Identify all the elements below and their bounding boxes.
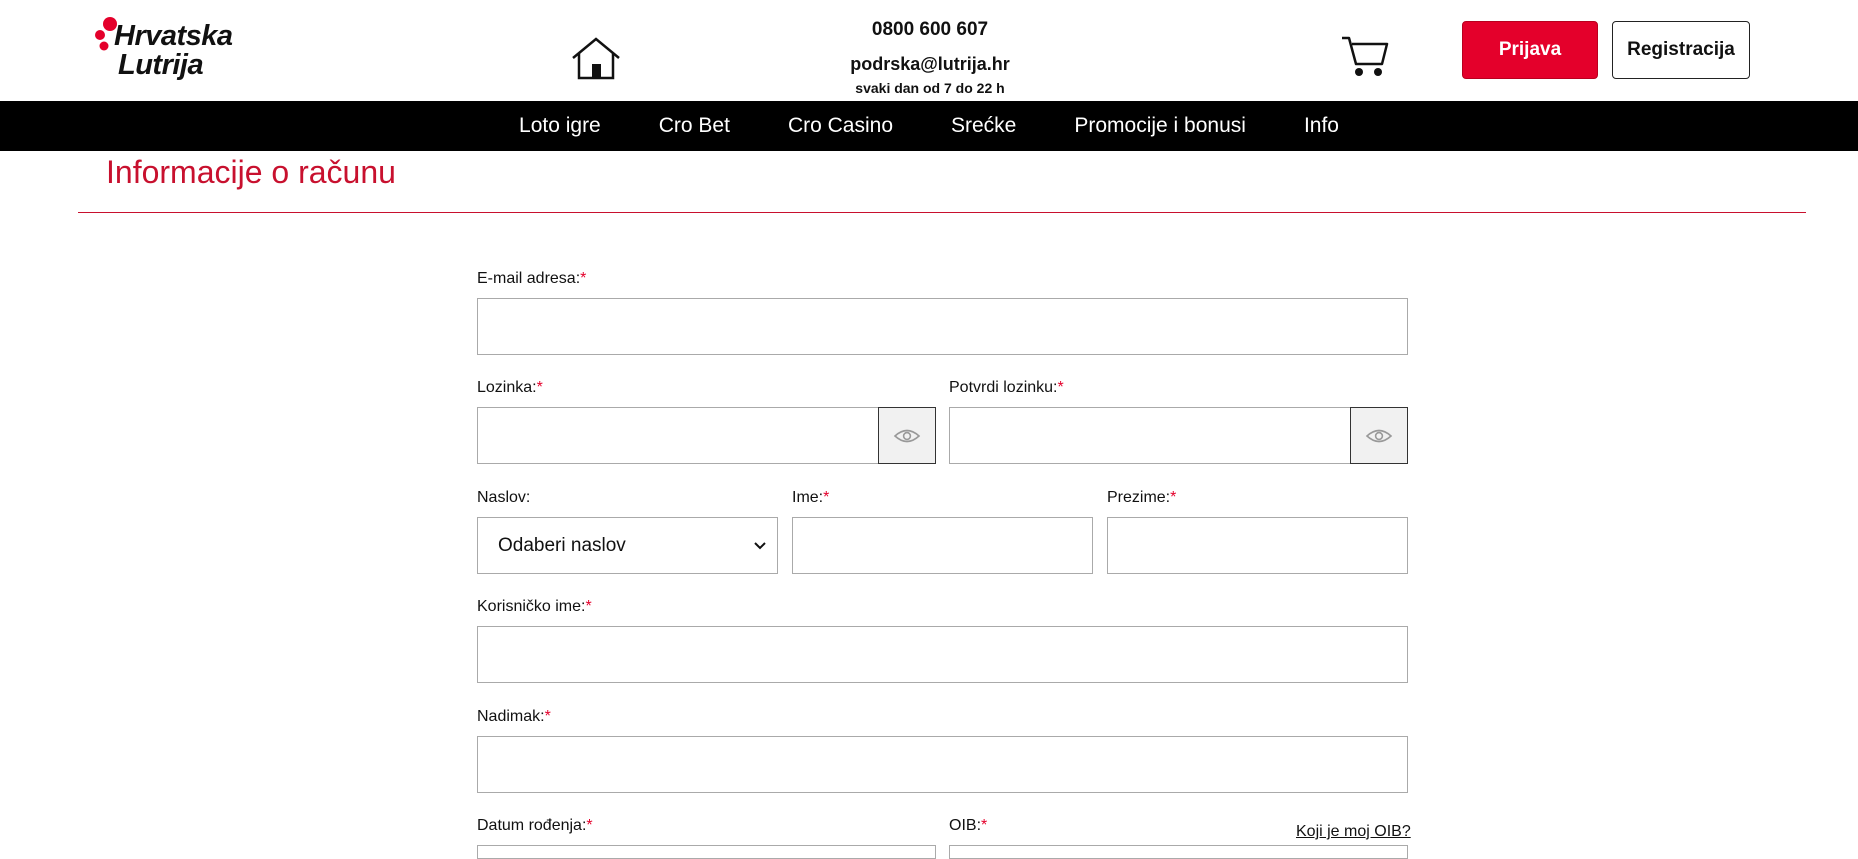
eye-icon bbox=[893, 427, 921, 445]
main-nav bbox=[0, 101, 1858, 151]
required-mark: * bbox=[536, 379, 543, 396]
last-name-label: Prezime:* bbox=[1107, 489, 1177, 506]
oib-help-link[interactable]: Koji je moj OIB? bbox=[1296, 823, 1411, 840]
title-select-value: Odaberi naslov bbox=[498, 534, 626, 556]
username-label: Korisničko ime:* bbox=[477, 598, 592, 615]
first-name-field[interactable] bbox=[792, 517, 1093, 574]
nav-item-loto-igre[interactable]: Loto igre bbox=[519, 114, 601, 137]
username-field[interactable] bbox=[477, 626, 1408, 683]
required-mark: * bbox=[580, 270, 587, 287]
nickname-field[interactable] bbox=[477, 736, 1408, 793]
cart-icon[interactable] bbox=[1340, 34, 1390, 78]
title-divider bbox=[78, 212, 1806, 213]
oib-label: OIB:* bbox=[949, 817, 988, 834]
first-name-label: Ime:* bbox=[792, 489, 830, 506]
nickname-label: Nadimak:* bbox=[477, 708, 551, 725]
contact-info bbox=[820, 18, 1040, 97]
last-name-field[interactable] bbox=[1107, 517, 1408, 574]
required-mark: * bbox=[586, 817, 593, 834]
confirm-password-label: Potvrdi lozinku:* bbox=[949, 379, 1064, 396]
required-mark: * bbox=[544, 708, 551, 725]
logo-line1: Hrvatska bbox=[114, 20, 233, 52]
nav-item-srecke[interactable]: Srećke bbox=[951, 114, 1017, 137]
show-password-button[interactable] bbox=[878, 407, 936, 464]
home-icon[interactable] bbox=[570, 36, 622, 80]
page-title: Informacije o računu bbox=[106, 154, 396, 190]
site-header bbox=[0, 0, 1858, 101]
required-mark: * bbox=[1057, 379, 1064, 396]
required-mark: * bbox=[823, 489, 830, 506]
logo-line2: Lutrija bbox=[118, 49, 204, 81]
title-select[interactable] bbox=[477, 517, 778, 574]
birth-date-field[interactable] bbox=[477, 845, 936, 859]
birth-date-label: Datum rođenja:* bbox=[477, 817, 593, 834]
password-field[interactable] bbox=[477, 407, 879, 464]
eye-icon bbox=[1365, 427, 1393, 445]
nav-item-cro-casino[interactable]: Cro Casino bbox=[787, 114, 893, 137]
support-hours: svaki dan od 7 do 22 h bbox=[855, 80, 1005, 96]
required-mark: * bbox=[981, 817, 988, 834]
logo-wordmark bbox=[114, 22, 233, 80]
required-mark: * bbox=[1170, 489, 1177, 506]
chevron-down-icon bbox=[753, 540, 767, 552]
nav-item-promocije[interactable]: Promocije i bonusi bbox=[1074, 114, 1246, 137]
oib-field[interactable] bbox=[949, 845, 1408, 859]
support-phone[interactable]: 0800 600 607 bbox=[871, 19, 989, 40]
register-button[interactable]: Registracija bbox=[1612, 21, 1750, 79]
nav-item-info[interactable]: Info bbox=[1303, 114, 1339, 137]
show-confirm-password-button[interactable] bbox=[1350, 407, 1408, 464]
confirm-password-field[interactable] bbox=[949, 407, 1351, 464]
title-select-label: Naslov: bbox=[477, 489, 531, 506]
logo[interactable] bbox=[90, 16, 260, 84]
login-button[interactable]: Prijava bbox=[1462, 21, 1598, 79]
email-field[interactable] bbox=[477, 298, 1408, 355]
support-email[interactable]: podrska@lutrija.hr bbox=[850, 54, 1010, 74]
password-label: Lozinka:* bbox=[477, 379, 543, 396]
nav-item-cro-bet[interactable]: Cro Bet bbox=[658, 114, 730, 137]
required-mark: * bbox=[585, 598, 592, 615]
email-label: E-mail adresa:* bbox=[477, 270, 587, 287]
